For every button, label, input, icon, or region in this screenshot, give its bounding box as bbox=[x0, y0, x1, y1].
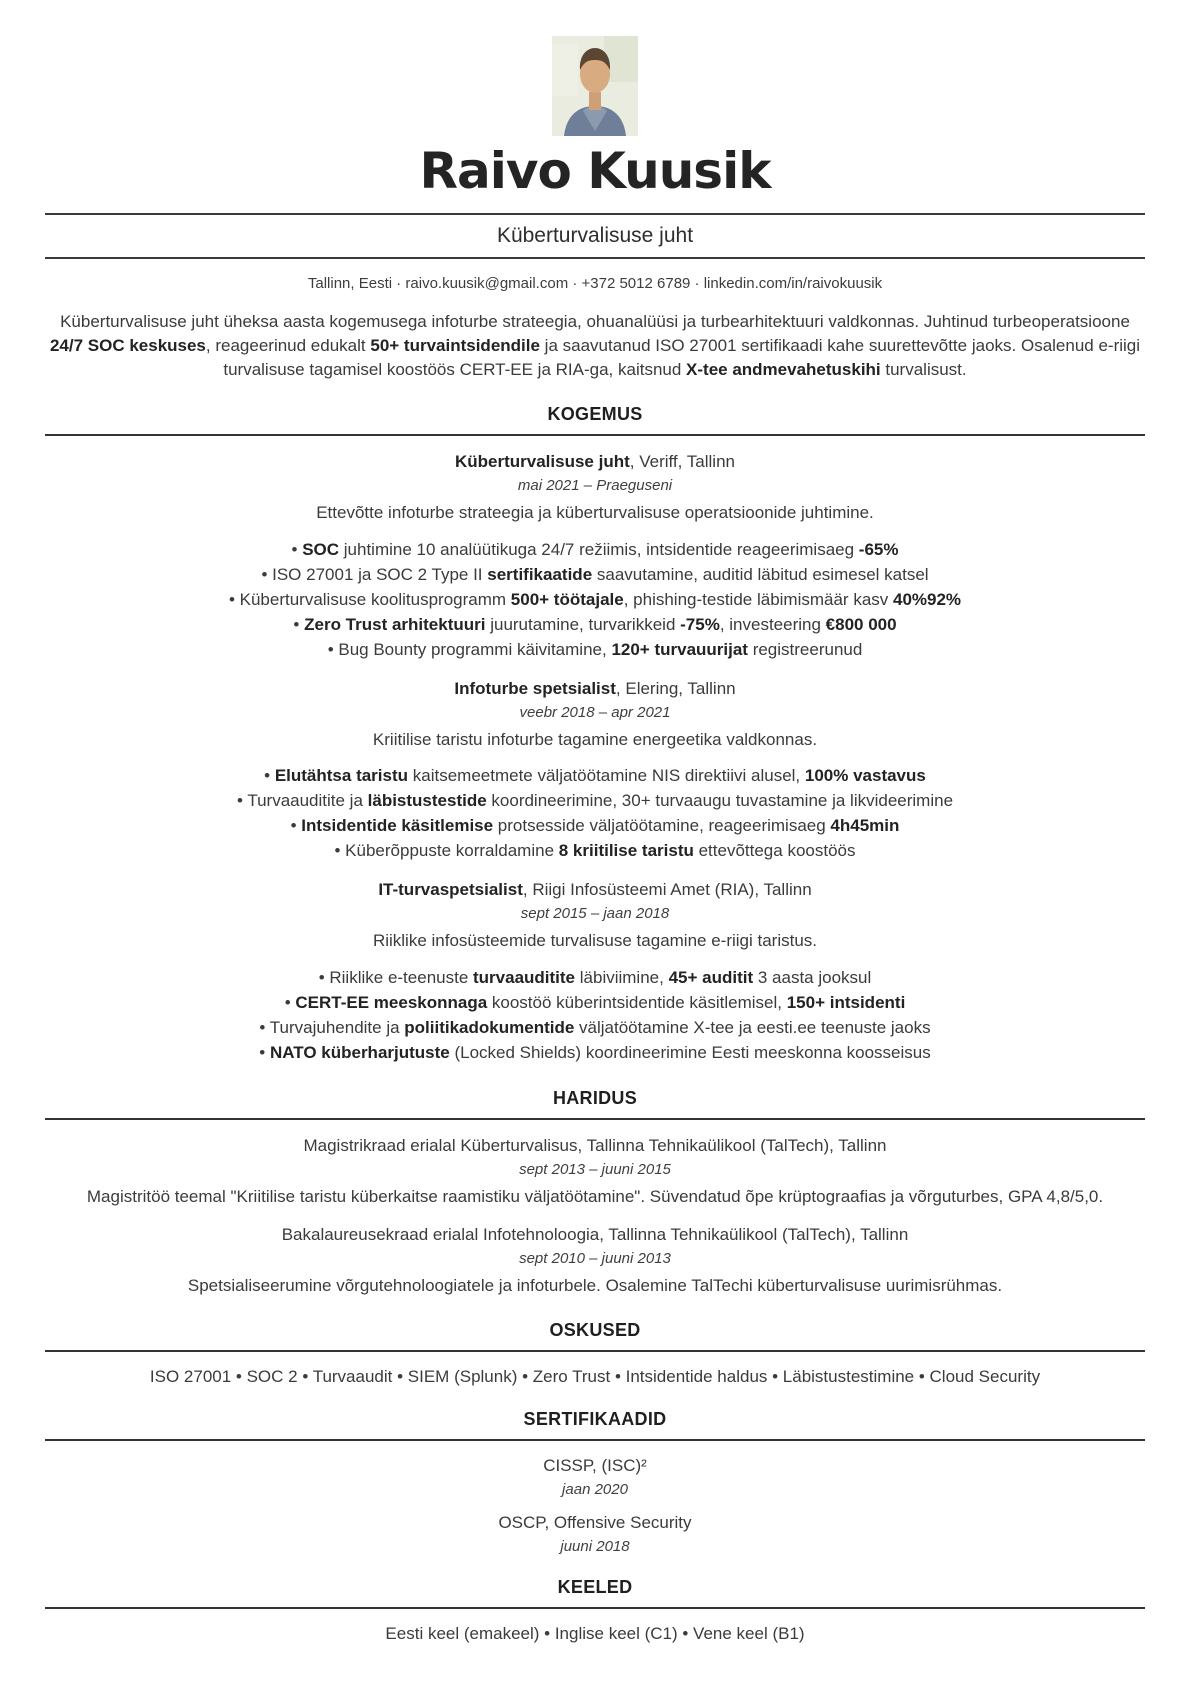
section-title-skills: OSKUSED bbox=[45, 1320, 1145, 1352]
bullet-item: • Turvajuhendite ja poliitikadokumentide väljatöötamine X-tee ja eesti.ee teenuste jaoks bbox=[259, 1018, 931, 1038]
job-entry-ria bbox=[45, 880, 1145, 1066]
certification-entry-cissp bbox=[45, 1456, 1145, 1498]
education-description: Magistritöö teemal "Kriitilise taristu küberkaitse raamistiku väljatöötamine". Süvendatud õpe krüptograafias ja võrguturbes, GPA 4,8/5,0. bbox=[86, 1187, 1104, 1207]
job-bullets bbox=[45, 764, 1145, 864]
bullet-item: • Küberõppuste korraldamine 8 kriitilise taristu ettevõttega koostöös bbox=[334, 841, 856, 861]
education-section bbox=[45, 1136, 1145, 1298]
candidate-name: Raivo Kuusik bbox=[419, 142, 771, 200]
section-title-education: HARIDUS bbox=[45, 1088, 1145, 1120]
headline-band bbox=[45, 213, 1145, 259]
job-entry-veriff bbox=[45, 452, 1145, 663]
certification-entry-oscp bbox=[45, 1513, 1145, 1555]
job-role: Küberturvalisuse juht bbox=[455, 451, 630, 471]
bullet-item: • Intsidentide käsitlemise protsesside väljatöötamine, reageerimisaeg 4h45min bbox=[290, 816, 900, 836]
job-description: Kriitilise taristu infoturbe tagamine energeetika valdkonnas. bbox=[372, 729, 818, 749]
skills-list: ISO 27001 • SOC 2 • Turvaaudit • SIEM (Splunk) • Zero Trust • Intsidentide haldus • Läbistustestimine • Cloud Security bbox=[149, 1366, 1041, 1386]
job-entry-elering bbox=[45, 679, 1145, 865]
bullet-item: • SOC juhtimine 10 analüütikuga 24/7 režiimis, intsidentide reageerimisaeg -65% bbox=[291, 539, 899, 559]
job-dates: mai 2021 – Praeguseni bbox=[517, 476, 673, 494]
experience-section bbox=[45, 452, 1145, 1066]
education-title: Magistrikraad erialal Küberturvalisus, Tallinna Tehnikaülikool (TalTech), Tallinn bbox=[303, 1136, 887, 1156]
bullet-item: • ISO 27001 ja SOC 2 Type II sertifikaatide saavutamine, auditid läbitud esimesel katsel bbox=[261, 564, 929, 584]
job-dates: sept 2015 – jaan 2018 bbox=[520, 905, 670, 923]
job-company: , Riigi Infosüsteemi Amet (RIA), Tallinn bbox=[522, 880, 812, 900]
bullet-item: • CERT-EE meeskonnaga koostöö küberintsidentide käsitlemisel, 150+ intsidenti bbox=[284, 993, 906, 1013]
section-title-experience: KOGEMUS bbox=[45, 404, 1145, 436]
job-dates: veebr 2018 – apr 2021 bbox=[519, 703, 671, 721]
education-dates: sept 2010 – juuni 2013 bbox=[519, 1249, 671, 1267]
job-bullets bbox=[45, 966, 1145, 1066]
education-description: Spetsialiseerumine võrgutehnoloogiatele ja infoturbele. Osalemine TalTechi küberturvalisuse uurimisrühmas. bbox=[187, 1275, 1003, 1295]
resume-document bbox=[45, 0, 1145, 1644]
bullet-item: • Riiklike e-teenuste turvaauditite läbiviimine, 45+ auditit 3 aasta jooksul bbox=[318, 968, 872, 988]
education-dates: sept 2013 – juuni 2015 bbox=[519, 1161, 671, 1179]
profile-photo bbox=[552, 36, 638, 136]
job-company: , Veriff, Tallinn bbox=[629, 451, 735, 471]
section-title-certifications: SERTIFIKAADID bbox=[45, 1409, 1145, 1441]
bullet-item: • NATO küberharjutuste (Locked Shields) koordineerimine Eesti meeskonna koosseisus bbox=[259, 1043, 931, 1063]
certification-name: CISSP, (ISC)² bbox=[543, 1455, 647, 1475]
job-title-line bbox=[45, 679, 1145, 699]
languages-list: Eesti keel (emakeel) • Inglise keel (C1) • Vene keel (B1) bbox=[385, 1623, 805, 1643]
job-role: IT-turvaspetsialist bbox=[378, 880, 523, 900]
bullet-item: • Bug Bounty programmi käivitamine, 120+ turvauurijat registreerunud bbox=[327, 639, 863, 659]
certification-date: juuni 2018 bbox=[560, 1537, 630, 1555]
bullet-item: • Zero Trust arhitektuuri juurutamine, turvarikkeid -75%, investeering €800 000 bbox=[293, 614, 897, 634]
certification-name: OSCP, Offensive Security bbox=[498, 1512, 692, 1532]
certifications-section bbox=[45, 1456, 1145, 1555]
job-title-line bbox=[45, 880, 1145, 900]
education-entry-masters bbox=[45, 1136, 1145, 1209]
person-portrait-image bbox=[552, 36, 638, 136]
summary-paragraph: Küberturvalisuse juht üheksa aasta kogemusega infoturbe strateegia, ohuanalüüsi ja turbearhitektuuri valdkonnas. Juhtinud turbeoperatsioone 24/7 SOC keskuses, reageerinud edukalt 50+ turvaintsidendile ja saavutanud ISO 27001 sertifikaadi kahe suurettevõtte jaoks. Osalenud e-riigi turvalisuse tagamisel koostöös CERT-EE ja RIA-ga, kaitsnud X-tee andmevahetuskihi turvalisust. bbox=[49, 311, 1141, 379]
section-title-languages: KEELED bbox=[45, 1577, 1145, 1609]
bullet-item: • Küberturvalisuse koolitusprogramm 500+ töötajale, phishing-testide läbimismäär kasv 40%92% bbox=[228, 589, 962, 609]
bullet-item: • Elutähtsa taristu kaitsemeetmete väljatöötamine NIS direktiivi alusel, 100% vastavus bbox=[264, 766, 926, 786]
job-description: Riiklike infosüsteemide turvalisuse tagamine e-riigi taristus. bbox=[372, 931, 818, 951]
job-role: Infoturbe spetsialist bbox=[454, 678, 616, 698]
contact-line: Tallinn, Eesti · raivo.kuusik@gmail.com · +372 5012 6789 · linkedin.com/in/raivokuusik bbox=[307, 274, 883, 292]
job-company: , Elering, Tallinn bbox=[615, 678, 736, 698]
job-description: Ettevõtte infoturbe strateegia ja küberturvalisuse operatsioonide juhtimine. bbox=[316, 502, 874, 522]
education-entry-bachelors bbox=[45, 1225, 1145, 1298]
education-title: Bakalaureusekraad erialal Infotehnoloogia, Tallinna Tehnikaülikool (TalTech), Tallinn bbox=[281, 1224, 909, 1244]
job-title-line bbox=[45, 452, 1145, 472]
certification-date: jaan 2020 bbox=[562, 1480, 628, 1498]
headline-text: Küberturvalisuse juht bbox=[496, 223, 694, 247]
bullet-item: • Turvaauditite ja läbistustestide koordineerimine, 30+ turvaaugu tuvastamine ja likvideerimine bbox=[236, 791, 954, 811]
job-bullets bbox=[45, 538, 1145, 663]
